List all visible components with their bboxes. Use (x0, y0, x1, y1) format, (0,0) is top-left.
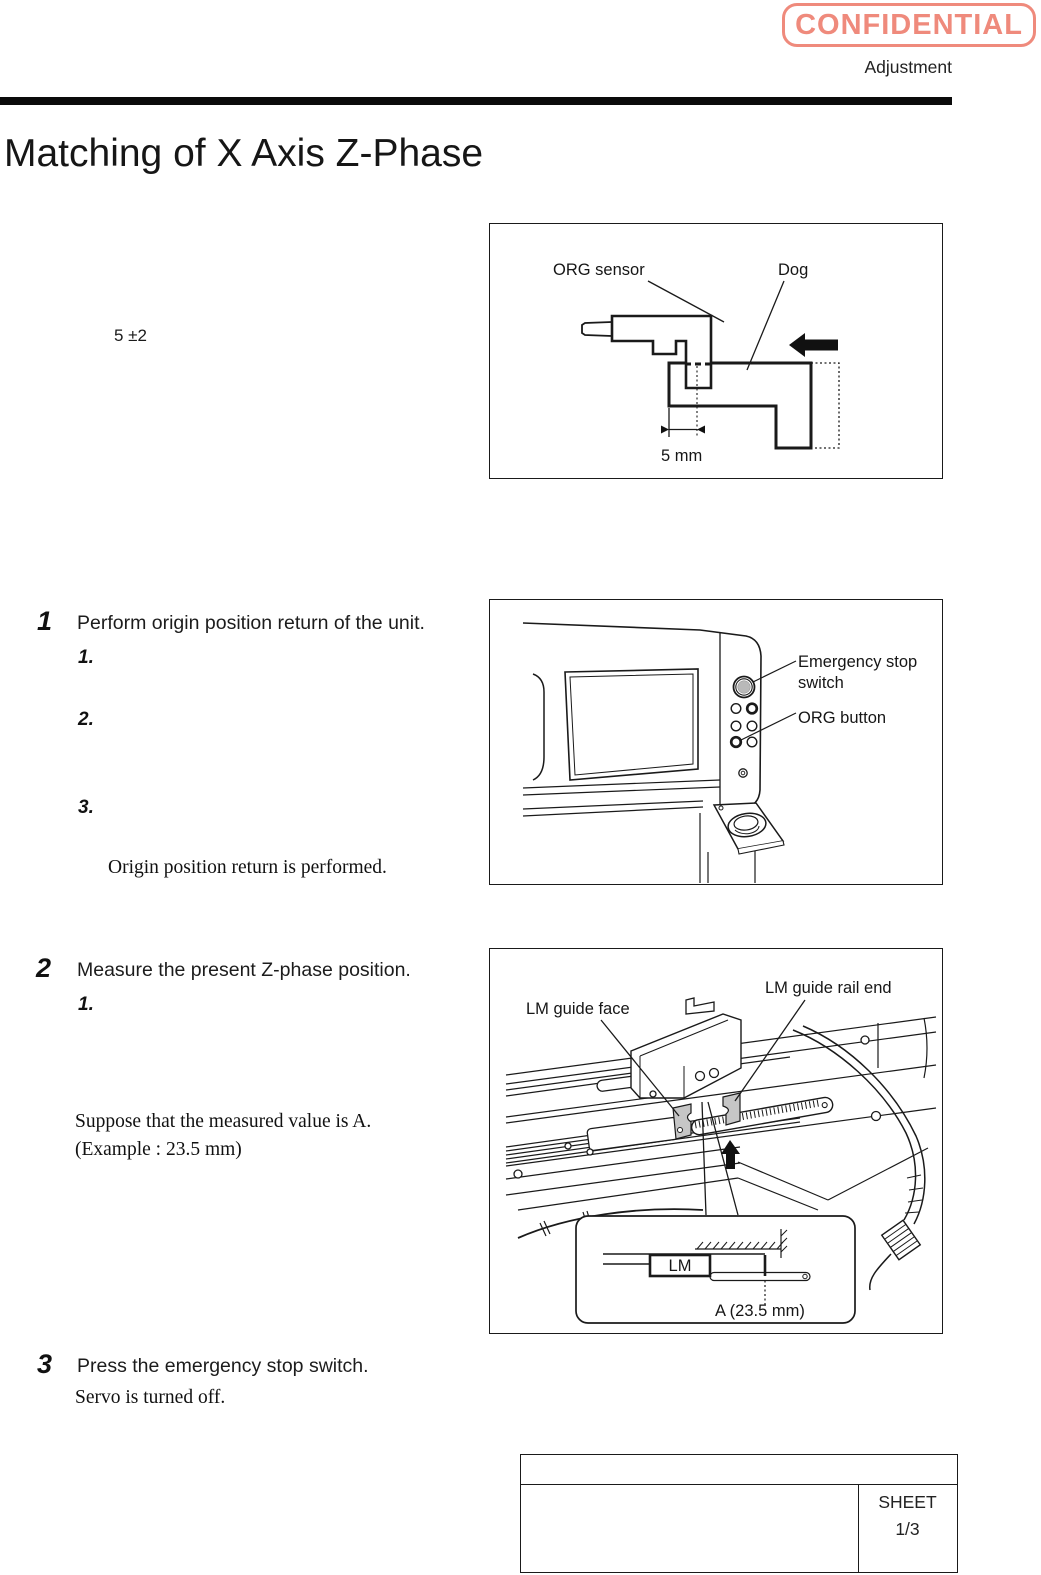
panel-button (731, 721, 741, 731)
confidential-stamp: CONFIDENTIAL (782, 3, 1036, 47)
panel-button (747, 737, 757, 747)
step-2-title: Measure the present Z-phase position. (77, 959, 411, 981)
page-title: Matching of X Axis Z-Phase (4, 132, 484, 175)
org-button (731, 737, 741, 747)
left-arrow-icon (789, 333, 838, 357)
emergency-stop-switch (734, 677, 755, 698)
tolerance-value: 5 ±2 (114, 326, 147, 345)
header-rule (0, 97, 952, 105)
mounting-bracket (631, 998, 741, 1098)
org-button-label: ORG button (798, 709, 887, 727)
step-3-title: Press the emergency stop switch. (77, 1355, 369, 1377)
emergency-stop-leader (753, 661, 796, 682)
dimension-label: 5 mm (661, 447, 703, 465)
panel-button (731, 704, 741, 714)
connector-block (882, 1220, 921, 1259)
dog-ghost-outline (811, 363, 839, 448)
connector-tail (870, 1254, 891, 1290)
cable-right-2 (803, 1026, 925, 1224)
panel-button (747, 721, 757, 731)
step-1-note: Origin position return is performed. (108, 857, 387, 878)
dog-label: Dog (778, 261, 809, 279)
key-switch (739, 769, 747, 777)
step-1-title: Perform origin position return of the unit. (77, 612, 425, 634)
org-sensor-label: ORG sensor (553, 261, 645, 279)
inset-ruler (710, 1273, 810, 1281)
sheet-table (520, 1454, 958, 1573)
step-1-substep-3: 3. (78, 797, 94, 818)
step-2-number: 2 (36, 953, 52, 983)
figure-org-sensor-dog (489, 223, 943, 479)
lm-guide-face-tab (673, 1104, 691, 1139)
sheet-table-row-divider (521, 1484, 957, 1485)
emergency-stop-label-line1: Emergency stop (798, 653, 918, 671)
section-label: Adjustment (864, 57, 952, 77)
org-sensor-shape (612, 316, 711, 388)
dog-leader (747, 281, 784, 370)
org-sensor-dog-diagram (490, 224, 942, 478)
step-2-note-example: (Example : 23.5 mm) (75, 1139, 242, 1160)
desk-edge-2 (523, 787, 720, 795)
measurement-inset (576, 1216, 855, 1323)
dim-arrow-left (661, 426, 669, 434)
lm-guide-diagram (490, 949, 942, 1333)
screen-outer (565, 669, 698, 780)
lm-guide-face-label: LM guide face (526, 1000, 630, 1018)
step-2-note: Suppose that the measured value is A. (75, 1111, 372, 1132)
panel-button (747, 704, 757, 714)
control-panel-diagram (490, 600, 942, 884)
tab-screw (678, 1128, 683, 1133)
sheet-number: 1/3 (895, 1519, 920, 1539)
step-3-note: Servo is turned off. (75, 1387, 226, 1408)
lm-guide-rail-end-label: LM guide rail end (765, 979, 892, 997)
left-recess-edge (533, 674, 544, 780)
figure-control-panel (489, 599, 943, 885)
figure-lm-guide (489, 948, 943, 1334)
measured-value-label: A (23.5 mm) (715, 1302, 805, 1320)
step-1-number: 1 (37, 606, 53, 636)
sheet-label: SHEET (878, 1492, 937, 1512)
sensor-cable (582, 322, 612, 336)
emergency-stop-label-line2: switch (798, 674, 844, 692)
desk-edge-1 (523, 780, 720, 788)
step-3-number: 3 (37, 1349, 53, 1379)
step-2-substep-1: 1. (78, 994, 94, 1015)
step-1-substep-1: 1. (78, 647, 94, 668)
step-1-substep-2: 2. (78, 709, 94, 730)
dim-arrow-right (697, 426, 705, 434)
lm-label: LM (668, 1257, 692, 1275)
